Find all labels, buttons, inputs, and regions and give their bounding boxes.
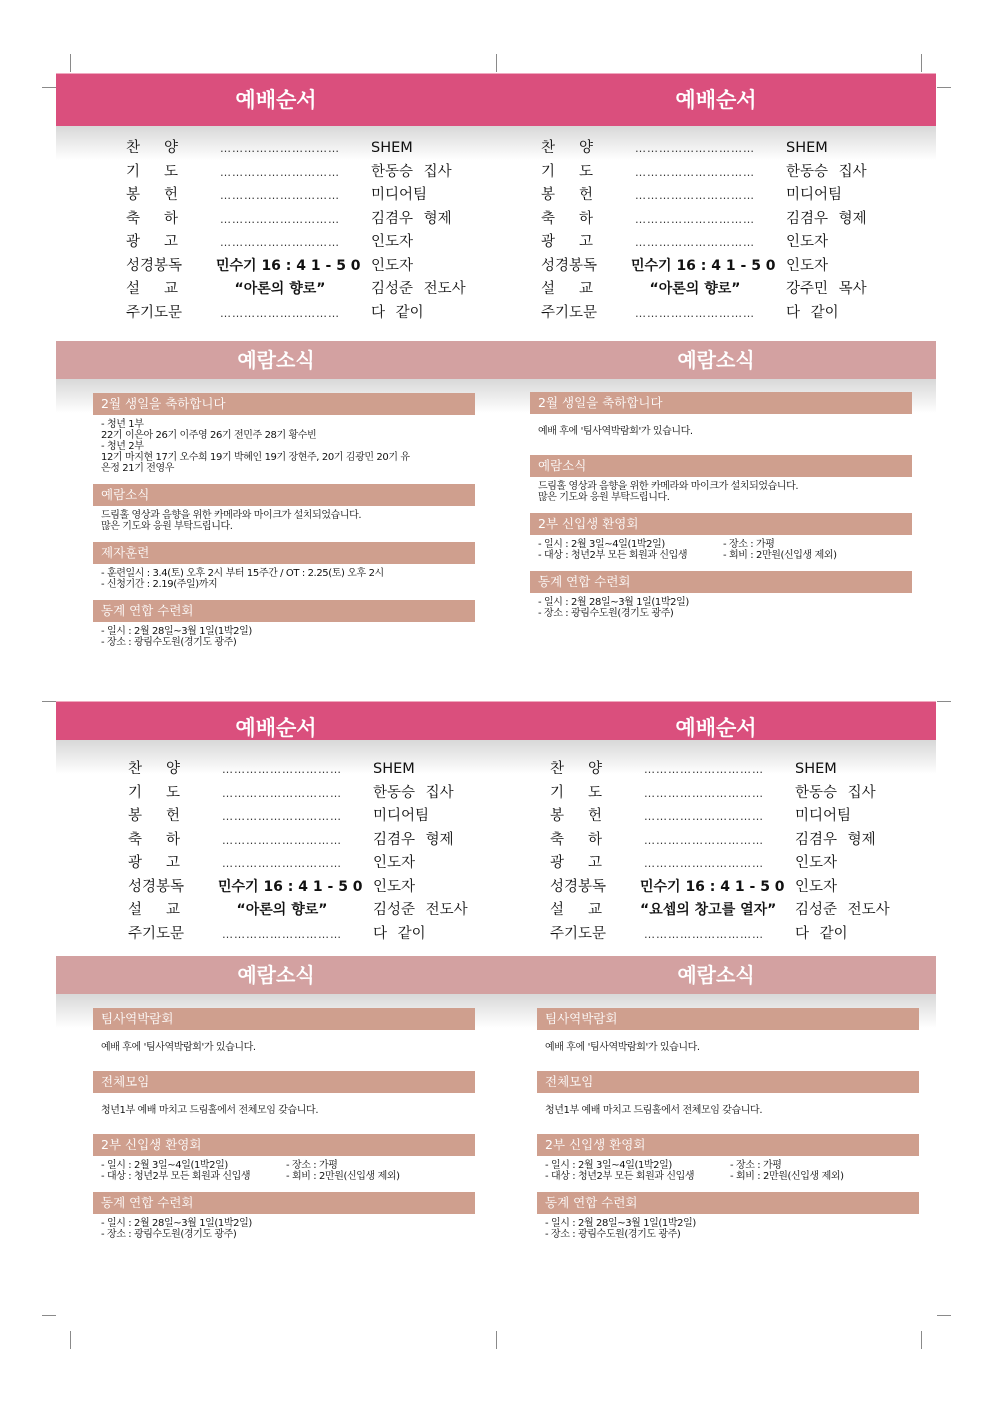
order-label: 주기도문 [541,304,598,321]
order-label [541,208,593,232]
order-label-char: 설 [550,902,565,918]
order-label-char: 하 [163,210,178,227]
news-title-right: 예람소식 [677,348,755,372]
news-header [56,956,936,994]
dot-leader: ………………………… [222,763,342,776]
worship-title-right: 예배순서 [675,88,757,112]
order-label [541,278,593,302]
news-section-body [537,1156,919,1188]
order-label: 성경봉독 [128,878,185,895]
order-label [550,805,602,829]
news-section-title: 동계 연합 수련회 [537,1192,919,1214]
order-label [550,758,602,782]
order-label-char: 양 [163,140,178,156]
news-section-body [530,535,912,567]
worship-title-left: 예배순서 [235,88,317,112]
dot-leader: ………………………… [222,857,342,870]
crop-mark [70,1331,71,1349]
news-line: - 일시 : 2월 3일~4일(1박2일) [101,1160,228,1171]
order-label [126,278,178,302]
news-line: - 회비 : 2만원(신입생 제외) [286,1171,400,1182]
dot-leader: ………………………… [635,165,755,179]
order-label-char: 봉 [126,187,141,203]
dot-leader: ………………………… [220,236,340,249]
news-line: 드림홀 영상과 음향을 위한 카메라와 마이크가 설치되었습니다. [101,510,362,521]
order-label-char: 광 [550,855,565,871]
order-detail: “요셉의 창고를 열자” [640,902,777,918]
order-label-char: 설 [541,281,556,297]
news-section-body [530,414,912,451]
news-section-title: 2부 신입생 환영회 [93,1134,475,1156]
order-person: 인도자 [786,234,829,250]
news-section-body [537,1030,919,1067]
order-label [550,829,602,853]
order-label-char: 헌 [165,808,180,824]
dot-leader: ………………………… [220,306,340,320]
dot-leader: ………………………… [220,212,340,226]
order-label-char: 광 [541,234,556,250]
news-line: - 일시 : 2월 3일~4일(1박2일) [538,539,665,550]
news-line: - 장소 : 가평 [730,1160,782,1171]
order-person: 다 같이 [786,304,839,321]
order-person: 미디어팀 [373,808,430,824]
news-section-body [93,1214,475,1246]
order-label [126,137,178,161]
order-label-char: 도 [163,163,178,180]
order-detail: 민수기 16 : 4 1 - 5 0 [216,257,361,274]
order-person: 미디어팀 [795,808,852,824]
news-section-title: 전체모임 [93,1071,475,1093]
news-title-left: 예람소식 [237,348,315,372]
worship-title-right: 예배순서 [675,716,757,740]
order-person: 김겸우 형제 [373,831,454,848]
order-person: SHEM [371,140,413,156]
crop-mark [937,1315,951,1316]
dot-leader: ………………………… [635,212,755,226]
news-line: 청년1부 예배 마치고 드림홀에서 전체모임 갖습니다. [101,1105,319,1116]
order-label [541,161,593,185]
news-section-body [93,1093,475,1130]
news-line: 예배 후에 '팀사역박람회'가 있습니다. [101,1042,256,1053]
order-label-char: 봉 [541,187,556,203]
order-label: 성경봉독 [550,878,607,895]
order-label [128,758,180,782]
news-line: 많은 기도와 응원 부탁드립니다. [538,492,670,503]
news-section-body [93,415,475,480]
order-label-char: 고 [163,234,178,250]
news-line: - 장소 : 광림수도원(경기도 광주) [545,1229,681,1240]
order-label-char: 기 [126,163,141,180]
news-section-title: 동계 연합 수련회 [530,571,912,593]
news-line: - 장소 : 광림수도원(경기도 광주) [101,637,237,648]
order-person: 다 같이 [371,304,424,321]
crop-mark [42,1315,56,1316]
order-label-char: 도 [165,784,180,801]
order-label-char: 축 [541,210,556,227]
order-label-char: 양 [587,761,602,777]
dot-leader: ………………………… [635,189,755,202]
order-person: 미디어팀 [371,187,428,203]
order-label: 주기도문 [128,925,185,942]
order-label [541,137,593,161]
order-label-char: 헌 [578,187,593,203]
order-label-char: 하 [587,831,602,848]
dot-leader: ………………………… [222,810,342,823]
news-section-title: 2월 생일을 축하합니다 [93,393,475,415]
order-label [550,782,602,806]
order-person: 인도자 [795,878,838,895]
order-label-char: 헌 [163,187,178,203]
order-person: 인도자 [371,234,414,250]
order-label-char: 고 [578,234,593,250]
order-label-char: 봉 [128,808,143,824]
news-line: - 장소 : 가평 [286,1160,338,1171]
news-line: - 일시 : 2월 28일~3월 1일(1박2일) [545,1218,696,1229]
dot-leader: ………………………… [644,927,764,941]
order-label-char: 고 [587,855,602,871]
crop-mark [42,701,56,702]
order-detail: “아론의 향로” [649,281,741,297]
news-section-body [530,477,912,509]
crop-mark [937,87,951,88]
order-label-char: 설 [128,902,143,918]
news-line: 예배 후에 '팀사역박람회'가 있습니다. [545,1042,700,1053]
news-section-body [537,1214,919,1246]
order-detail: 민수기 16 : 4 1 - 5 0 [631,257,776,274]
order-label: 성경봉독 [541,257,598,274]
order-person: 한동승 집사 [371,163,452,180]
order-label-char: 기 [541,163,556,180]
bulletin-sheet-top [56,73,936,673]
news-line: 22기 이은아 26기 이주영 26기 전민주 28기 황수빈 [101,430,317,441]
order-label [126,161,178,185]
news-section-title: 전체모임 [537,1071,919,1093]
news-section-title: 동계 연합 수련회 [93,1192,475,1214]
order-person: 김겸우 형제 [371,210,452,227]
news-line: - 일시 : 2월 28일~3월 1일(1박2일) [101,626,252,637]
news-line: 청년1부 예배 마치고 드림홀에서 전체모임 갖습니다. [545,1105,763,1116]
order-person: 인도자 [373,855,416,871]
news-section-body [93,1156,475,1188]
order-person: 한동승 집사 [795,784,876,801]
order-person: 강주민 목사 [786,281,867,297]
news-line: - 일시 : 2월 3일~4일(1박2일) [545,1160,672,1171]
news-line: - 대상 : 청년2부 모든 회원과 신입생 [538,550,688,561]
news-line: 은정 21기 전영우 [101,463,175,474]
order-label-char: 하 [165,831,180,848]
order-label-char: 찬 [541,140,556,156]
order-label [126,231,178,255]
order-person: 김겸우 형제 [786,210,867,227]
order-person: 김겸우 형제 [795,831,876,848]
news-line: 드림홀 영상과 음향을 위한 카메라와 마이크가 설치되었습니다. [538,481,799,492]
order-person: 한동승 집사 [373,784,454,801]
order-label [128,782,180,806]
order-person: 인도자 [795,855,838,871]
news-line: - 청년 1부 [101,419,144,430]
dot-leader: ………………………… [644,810,764,823]
news-section-title: 팀사역박람회 [537,1008,919,1030]
order-label-char: 찬 [126,140,141,156]
news-section-title: 2부 신입생 환영회 [537,1134,919,1156]
dot-leader: ………………………… [635,236,755,249]
news-line: - 장소 : 광림수도원(경기도 광주) [538,608,674,619]
order-label-char: 고 [165,855,180,871]
news-section-body [93,506,475,538]
news-section-title: 2월 생일을 축하합니다 [530,392,912,414]
news-line: - 장소 : 광림수도원(경기도 광주) [101,1229,237,1240]
order-label-char: 봉 [550,808,565,824]
news-line: - 훈련일시 : 3.4(토) 오후 2시 부터 15주간 / OT : 2.25(토) 오후 2시 [101,568,384,579]
news-header [56,341,936,379]
order-label [541,184,593,208]
crop-mark [70,54,71,72]
dot-leader: ………………………… [635,142,755,155]
order-detail: “아론의 향로” [236,902,328,918]
dot-leader: ………………………… [644,833,764,847]
order-label-char: 설 [126,281,141,297]
dot-leader: ………………………… [644,763,764,776]
dot-leader: ………………………… [220,165,340,179]
order-label [126,208,178,232]
worship-order-header [56,73,936,126]
dot-leader: ………………………… [635,306,755,320]
dot-leader: ………………………… [220,189,340,202]
order-label-char: 찬 [128,761,143,777]
order-label-char: 광 [126,234,141,250]
news-section-body [93,622,475,654]
news-section-body [93,1030,475,1067]
news-line: 예배 후에 '팀사역박람회'가 있습니다. [538,426,693,437]
order-label [126,184,178,208]
crop-mark [496,1331,497,1349]
order-label-char: 도 [587,784,602,801]
news-list-right [530,388,912,625]
news-line: - 일시 : 2월 28일~3월 1일(1박2일) [101,1218,252,1229]
order-label [128,805,180,829]
dot-leader: ………………………… [644,786,764,800]
order-label-char: 찬 [550,761,565,777]
news-section-title: 예람소식 [93,484,475,506]
order-label [550,852,602,876]
order-label-char: 광 [128,855,143,871]
order-label: 주기도문 [550,925,607,942]
news-section-title: 2부 신입생 환영회 [530,513,912,535]
order-person: 인도자 [373,878,416,895]
worship-title-left: 예배순서 [235,716,317,740]
news-line: 많은 기도와 응원 부탁드립니다. [101,521,233,532]
bulletin-sheet-bottom [56,701,936,1301]
news-section-title: 제자훈련 [93,542,475,564]
news-line: - 청년 2부 [101,441,144,452]
order-label-char: 기 [128,784,143,801]
news-list-left [93,389,475,654]
order-person: 인도자 [786,257,829,274]
order-label-char: 양 [165,761,180,777]
order-label: 성경봉독 [126,257,183,274]
crop-mark [921,1331,922,1349]
order-detail: “아론의 향로” [234,281,326,297]
order-person: 한동승 집사 [786,163,867,180]
order-person: 김성준 전도사 [373,902,468,918]
order-person: 김성준 전도사 [371,281,466,297]
order-label [128,829,180,853]
crop-mark [921,54,922,72]
dot-leader: ………………………… [222,927,342,941]
news-line: 12기 마지현 17기 오수희 19기 박혜인 19기 장현주, 20기 김광민 20기 유 [101,452,410,463]
news-section-body [93,564,475,596]
order-label: 주기도문 [126,304,183,321]
news-line: - 일시 : 2월 28일~3월 1일(1박2일) [538,597,689,608]
news-line: - 회비 : 2만원(신입생 제외) [723,550,837,561]
news-line: - 장소 : 가평 [723,539,775,550]
order-label-char: 기 [550,784,565,801]
news-line: - 신청기간 : 2.19(주일)까지 [101,579,218,590]
order-label-char: 축 [126,210,141,227]
order-person: 인도자 [371,257,414,274]
dot-leader: ………………………… [644,857,764,870]
order-person: SHEM [373,761,415,777]
order-person: 미디어팀 [786,187,843,203]
news-section-title: 팀사역박람회 [93,1008,475,1030]
news-title-right: 예람소식 [677,963,755,987]
order-label-char: 하 [578,210,593,227]
news-section-title: 예람소식 [530,455,912,477]
order-person: 다 같이 [373,925,426,942]
crop-mark [496,54,497,72]
order-detail: 민수기 16 : 4 1 - 5 0 [218,878,363,895]
order-label [550,899,602,923]
order-label-char: 교 [587,902,602,918]
dot-leader: ………………………… [222,786,342,800]
news-list-right [537,1004,919,1246]
order-label-char: 헌 [587,808,602,824]
news-list-left [93,1004,475,1246]
order-label-char: 교 [163,281,178,297]
order-person: 김성준 전도사 [795,902,890,918]
news-section-title: 동계 연합 수련회 [93,600,475,622]
dot-leader: ………………………… [222,833,342,847]
order-label [128,852,180,876]
news-title-left: 예람소식 [237,963,315,987]
order-label-char: 교 [165,902,180,918]
news-line: - 대상 : 청년2부 모든 회원과 신입생 [545,1171,695,1182]
order-label-char: 도 [578,163,593,180]
order-person: SHEM [795,761,837,777]
order-label [541,231,593,255]
dot-leader: ………………………… [220,142,340,155]
crop-mark [42,87,56,88]
order-label-char: 축 [550,831,565,848]
crop-mark [937,701,951,702]
order-label-char: 교 [578,281,593,297]
order-label-char: 양 [578,140,593,156]
order-detail: 민수기 16 : 4 1 - 5 0 [640,878,785,895]
news-section-body [537,1093,919,1130]
order-label [128,899,180,923]
order-person: SHEM [786,140,828,156]
news-line: - 회비 : 2만원(신입생 제외) [730,1171,844,1182]
news-section-body [530,593,912,625]
order-person: 다 같이 [795,925,848,942]
order-label-char: 축 [128,831,143,848]
news-line: - 대상 : 청년2부 모든 회원과 신입생 [101,1171,251,1182]
